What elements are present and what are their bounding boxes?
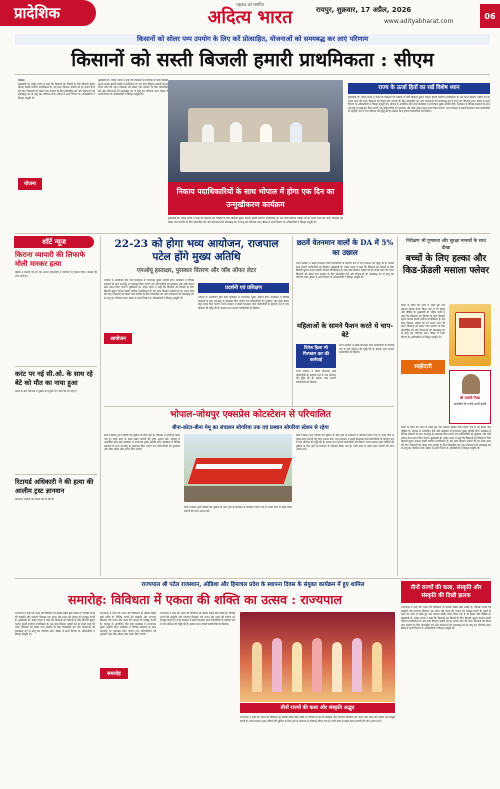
energy-box-title: राज्य के ऊर्जा हितों का रखें विशेष ध्यान	[348, 83, 490, 94]
section-title: प्रादेशिक	[14, 4, 60, 22]
bottom-photo	[240, 612, 395, 702]
story3-text-left: राज्य सरकार ने छठवें वेतनमान वाले कर्मचारियों के महंगाई भत्ते में पांच प्रतिशत की वृद्धि की है। इसका लाभ हजारों कर्मचारियों को मिलेगा।	[296, 370, 336, 384]
bottom-kicker: राज्यपाल श्री पटेल राजस्थान, ओडिशा और हिमाचल प्रदेश के स्थापना दिवस के संयुक्त कार्यक्रम में हुए शामिल	[141, 582, 365, 588]
energy-box-text: मुख्यमंत्री डॉ. मोहन यादव ने कहा कि किसानों को सिंचाई के लिए बिजली सुलभ कराना हमारी सर्वोच्च प्राथमिकता है। इस काम किसान भाइयों को हर संभव मदद की जाए। किसानों को सोलर पम्प उपयोग के लिए प्रोत्साहित करें और योजनाओं को समयबद्ध ढंग से लागू कर परिणाम लाएं। बैठक में ऊर्जा विभाग के अधिकारियों ने विस्तृत प्रस्तुति दी। भोपाल में आयोजित होने वाले कार्यक्रम में राज्यपाल मुख्य अतिथि होंगे। कार्यक्रम में विभिन्न संस्थानों के साथ एमओयू पर हस्ताक्षर किए जाएंगे तथा प्रतिभागियों को पुरस्कार और जॉब ऑफर लेटर प्रदान किए जाएंगे। राज्य सरकार ने छठवें वेतनमान वाले कर्मचारियों के महंगाई भत्ते में पांच प्रतिशत की वृद्धि की है। इसका लाभ हजारों कर्मचारियों को मिलेगा।	[348, 96, 490, 113]
label-yojana: योजना	[18, 178, 42, 190]
story3-headline: छठवें वेतनमान वालों के DA में 5% का उछाल	[296, 238, 394, 257]
bottom-col-2: राज्यपाल ने कहा कि भारत की विविधता ही उसकी सबसे बड़ी शक्ति है। विभिन्न राज्यों की संस्कृति और परंपराएं मिलकर एक भारत श्रेष्ठ भारत की भावना को मजबूत करती हैं। भोपाल में आयोजित होने वाले कार्यक्रम में राज्यपाल मुख्य अतिथि होंगे। कार्यक्रम में विभिन्न संस्थानों के साथ एमओयू पर हस्ताक्षर किए जाएंगे तथा प्रतिभागियों को पुरस्कार और जॉब ऑफर लेटर प्रदान किए जाएंगे।	[100, 612, 156, 636]
bottom-headline: समारोह: विविधता में एकता की शक्ति का उत्सव : राज्यपाल	[68, 592, 342, 607]
train-photo	[184, 434, 292, 502]
train-col-2: रेलवे प्रशासन द्वारा यात्रियों की सुविधा के लिए ट्रेनों के संचालन में परिवर्तन किया गया है। यात्री यात्रा से पहले समय सारणी की जांच अवश्य करें।	[184, 506, 292, 513]
story2-subhead: एमओयू हस्ताक्षर, पुरस्कार वितरण और जॉब ऑफर लेटर	[136, 268, 257, 274]
story4-headline: बच्चों के लिए हल्का और किड-फ्रेंडली मसाला फ्लेवर	[402, 254, 490, 276]
train-col-1: रेलवे प्रशासन द्वारा यात्रियों की सुविधा के लिए ट्रेनों के संचालन में परिवर्तन किया गया है। यात्री यात्रा से पहले समय सारणी की जांच अवश्य करें। भोपाल में आयोजित होने वाले कार्यक्रम में राज्यपाल मुख्य अतिथि होंगे। कार्यक्रम में विभिन्न संस्थानों के साथ एमओयू पर हस्ताक्षर किए जाएंगे तथा प्रतिभागियों को पुरस्कार और जॉब ऑफर लेटर प्रदान किए जाएंगे।	[104, 434, 180, 451]
ad-photo	[462, 374, 480, 394]
train-col-3: रेलवे प्रशासन द्वारा यात्रियों की सुविधा के लिए ट्रेनों के संचालन में परिवर्तन किया गया है। यात्री यात्रा से पहले समय सारणी की जांच अवश्य करें। राज्य सरकार ने छठवें वेतनमान वाले कर्मचारियों के महंगाई भत्ते में पांच प्रतिशत की वृद्धि की है। इसका लाभ हजारों कर्मचारियों को मिलेगा। रेलवे प्रशासन द्वारा यात्रियों की सुविधा के लिए ट्रेनों के संचालन में परिवर्तन किया गया है। यात्री यात्रा से पहले समय सारणी की जांच अवश्य करें।	[296, 434, 394, 451]
story3-subhead: महिलाओं के सामने फैशन करते थे चाप-बेटे	[296, 322, 393, 339]
page-number: 06	[480, 4, 500, 28]
ad-profile: श्री पार्वती मिश्रा कार्यक्षेत्र के जानी-मानी हस्ती	[449, 370, 491, 424]
label-samaroh: समारोह	[100, 668, 128, 679]
website[interactable]: www.adityabharat.com	[384, 18, 454, 25]
train-headline: भोपाल-जोधपुर एक्सप्रेस कोटस्टेशन से परिचालित	[170, 410, 331, 420]
lead-kicker: किसानों को सोलर पम्प उपयोग के लिए करें प्रोत्साहित, योजनाओं को समयबद्ध कर लाएं परिणाम	[15, 34, 490, 45]
product-ad	[449, 304, 491, 366]
city-date: रायपुर, शुक्रवार, 17 अप्रैल, 2026	[316, 6, 412, 14]
bottom-side-title: तीनों राज्यों की कला, संस्कृति और संस्कृति की दिखी झलक	[401, 581, 491, 603]
story3-text-top: राज्य सरकार ने छठवें वेतनमान वाले कर्मचारियों के महंगाई भत्ते में पांच प्रतिशत की वृद्धि की है। इसका लाभ हजारों कर्मचारियों को मिलेगा। मुख्यमंत्री डॉ. मोहन यादव ने कहा कि किसानों को सिंचाई के लिए बिजली सुलभ कराना हमारी सर्वोच्च प्राथमिकता है। इस काम किसान भाइयों को हर संभव मदद की जाए। किसानों को सोलर पम्प उपयोग के लिए प्रोत्साहित करें और योजनाओं को समयबद्ध ढंग से लागू कर परिणाम लाएं। बैठक में ऊर्जा विभाग के अधिकारियों ने विस्तृत प्रस्तुति दी।	[296, 262, 394, 279]
story4-kicker: निरीक्षण भी गुणवत्ता और सुरक्षा मानकों के साथ दीखा	[406, 239, 486, 251]
lead-column-2: मुख्यमंत्री डॉ. मोहन यादव ने कहा कि किसानों को सिंचाई के लिए बिजली सुलभ कराना हमारी सर्वोच्च प्राथमिकता है। इस काम किसान भाइयों को हर संभव मदद की जाए। किसानों को सोलर पम्प उपयोग के लिए प्रोत्साहित करें और योजनाओं को समयबद्ध ढंग से लागू कर परिणाम लाएं। बैठक में ऊर्जा विभाग के अधिकारियों ने विस्तृत प्रस्तुति दी।	[98, 79, 168, 96]
lead-column-1: भोपाल मुख्यमंत्री डॉ. मोहन यादव ने कहा कि किसानों को सिंचाई के लिए बिजली सुलभ कराना हमारी सर्वोच्च प्राथमिकता है। इस काम किसान भाइयों को हर संभव मदद की जाए। किसानों को सोलर पम्प उपयोग के लिए प्रोत्साहित करें और योजनाओं को समयबद्ध ढंग से लागू कर परिणाम लाएं। बैठक में ऊर्जा विभाग के अधिकारियों ने विस्तृत प्रस्तुति दी।	[18, 79, 95, 100]
masthead-logo	[185, 2, 315, 32]
short-news-item: किराना व्यापारी की लिफाफे मोली मारकर हत्या पुलिस ने बताया कि देर रात अज्ञात हमलावरों ने व्यापारी पर हमला किया। मामले की जांच जारी है।	[15, 251, 97, 278]
story3-label: दिनेश हिला भी गिरफ्तार कर की कार्रवाई	[296, 344, 336, 368]
train-subhead: बीना-कोटा-बीना मेमू का संचालन सोगरिया तक एवं प्रस्थान सोगरिया स्टेशन से रहेगा	[172, 425, 329, 431]
lead-photo-subtext: मुख्यमंत्री डॉ. मोहन यादव ने कहा कि किसानों को सिंचाई के लिए बिजली सुलभ कराना हमारी सर्वोच्च प्राथमिकता है। इस काम किसान भाइयों को हर संभव मदद की जाए। किसानों को सोलर पम्प उपयोग के लिए प्रोत्साहित करें और योजनाओं को समयबद्ध ढंग से लागू कर परिणाम लाएं। बैठक में ऊर्जा विभाग के अधिकारियों ने विस्तृत प्रस्तुति दी।	[168, 217, 343, 224]
label-aayojan: आयोजन	[104, 333, 132, 344]
lead-headline: किसानों को सस्ती बिजली हमारी प्राथमिकता : सीएम	[71, 49, 434, 71]
story2-col-2: भोपाल में आयोजित होने वाले कार्यक्रम में राज्यपाल मुख्य अतिथि होंगे। कार्यक्रम में विभिन्न संस्थानों के साथ एमओयू पर हस्ताक्षर किए जाएंगे तथा प्रतिभागियों को पुरस्कार और जॉब ऑफर लेटर प्रदान किए जाएंगे। राज्य सरकार ने छठवें वेतनमान वाले कर्मचारियों के महंगाई भत्ते में पांच प्रतिशत की वृद्धि की है। इसका लाभ हजारों कर्मचारियों को मिलेगा।	[198, 296, 289, 310]
section-banner	[0, 0, 96, 26]
story2-col-1: भोपाल में आयोजित होने वाले कार्यक्रम में राज्यपाल मुख्य अतिथि होंगे। कार्यक्रम में विभिन्न संस्थानों के साथ एमओयू पर हस्ताक्षर किए जाएंगे तथा प्रतिभागियों को पुरस्कार और जॉब ऑफर लेटर प्रदान किए जाएंगे। मुख्यमंत्री डॉ. मोहन यादव ने कहा कि किसानों को सिंचाई के लिए बिजली सुलभ कराना हमारी सर्वोच्च प्राथमिकता है। इस काम किसान भाइयों को हर संभव मदद की जाए। किसानों को सोलर पम्प उपयोग के लिए प्रोत्साहित करें और योजनाओं को समयबद्ध ढंग से लागू कर परिणाम लाएं। बैठक में ऊर्जा विभाग के अधिकारियों ने विस्तृत प्रस्तुति दी।	[104, 279, 194, 300]
bottom-photo-caption: तीनों राज्यों की कला और संस्कृति अद्भुत	[240, 703, 395, 713]
short-news-item: करंट पर नई सी.ओ. के साथ रहे बेटे को मौत का नाया हुआ घटना के बाद परिजनों ने पुलिस को सूचना दी। जांच की जा रही है।	[15, 370, 93, 393]
logo-text: अदित्य भारत	[207, 7, 293, 28]
tagline: राष्ट्रवाद को समर्पित	[236, 2, 264, 7]
bottom-col-4: राज्यपाल ने कहा कि भारत की विविधता ही उसकी सबसे बड़ी शक्ति है। विभिन्न राज्यों की संस्कृति और परंपराएं मिलकर एक भारत श्रेष्ठ भारत की भावना को मजबूत करती हैं। रेलवे प्रशासन द्वारा यात्रियों की सुविधा के लिए ट्रेनों के संचालन में परिवर्तन किया गया है। यात्री यात्रा से पहले समय सारणी की जांच अवश्य करें।	[240, 716, 395, 723]
photo-caption-banner: निकाय पदाधिकारियों के साथ भोपाल में होगा एक दिन का उन्मुखीकरण कार्यक्रम	[168, 182, 343, 215]
bottom-side-text: राज्यपाल ने कहा कि भारत की विविधता ही उसकी सबसे बड़ी शक्ति है। विभिन्न राज्यों की संस्कृति और परंपराएं मिलकर एक भारत श्रेष्ठ भारत की भावना को मजबूत करती हैं। बच्चों के स्वाद को ध्यान में रखते हुए नया मसाला फ्लेवर तैयार किया गया है जो हल्का और पौष्टिक है। मुख्यमंत्री डॉ. मोहन यादव ने कहा कि किसानों को सिंचाई के लिए बिजली सुलभ कराना हमारी सर्वोच्च प्राथमिकता है। इस काम किसान भाइयों को हर संभव मदद की जाए। किसानों को सोलर पम्प उपयोग के लिए प्रोत्साहित करें और योजनाओं को समयबद्ध ढंग से लागू कर परिणाम लाएं। बैठक में ऊर्जा विभाग के अधिकारियों ने विस्तृत प्रस्तुति दी।	[401, 606, 491, 630]
bottom-col-3: राज्यपाल ने कहा कि भारत की विविधता ही उसकी सबसे बड़ी शक्ति है। विभिन्न राज्यों की संस्कृति और परंपराएं मिलकर एक भारत श्रेष्ठ भारत की भावना को मजबूत करती हैं। राज्य सरकार ने छठवें वेतनमान वाले कर्मचारियों के महंगाई भत्ते में पांच प्रतिशत की वृद्धि की है। इसका लाभ हजारों कर्मचारियों को मिलेगा।	[160, 612, 235, 626]
bottom-col-1: राज्यपाल ने कहा कि भारत की विविधता ही उसकी सबसे बड़ी शक्ति है। विभिन्न राज्यों की संस्कृति और परंपराएं मिलकर एक भारत श्रेष्ठ भारत की भावना को मजबूत करती हैं। मुख्यमंत्री डॉ. मोहन यादव ने कहा कि किसानों को सिंचाई के लिए बिजली सुलभ कराना हमारी सर्वोच्च प्राथमिकता है। इस काम किसान भाइयों को हर संभव मदद की जाए। किसानों को सोलर पम्प उपयोग के लिए प्रोत्साहित करें और योजनाओं को समयबद्ध ढंग से लागू कर परिणाम लाएं। बैठक में ऊर्जा विभाग के अधिकारियों ने विस्तृत प्रस्तुति दी।	[15, 612, 95, 636]
short-news-item: रिटायर्ड अधिकारी ने की हत्या की आलीम ट्रस्ट ज्ञानवान मामले में आरोपी की तलाश की जा रही है।	[15, 478, 94, 501]
lead-photo	[168, 80, 343, 183]
story2-headline: 22-23 को होगा भव्य आयोजन, राजपाल पटेल होंगे मुख्य अतिथि	[114, 238, 279, 263]
label-saajhedari: साझेदारी	[401, 360, 445, 374]
short-news-header: शॉर्ट न्यूज	[14, 236, 94, 248]
story2-box-title: प्रदर्शनी एवं प्रशिक्षण	[198, 283, 289, 293]
story4-text: बच्चों के स्वाद को ध्यान में रखते हुए नया मसाला फ्लेवर तैयार किया गया है जो हल्का और पौष्टिक है। मुख्यमंत्री डॉ. मोहन यादव ने कहा कि किसानों को सिंचाई के लिए बिजली सुलभ कराना हमारी सर्वोच्च प्राथमिकता है। इस काम किसान भाइयों को हर संभव मदद की जाए। किसानों को सोलर पम्प उपयोग के लिए प्रोत्साहित करें और योजनाओं को समयबद्ध ढंग से लागू कर परिणाम लाएं। बैठक में ऊर्जा विभाग के अधिकारियों ने विस्तृत प्रस्तुति दी।	[401, 304, 445, 339]
story4-text-2: बच्चों के स्वाद को ध्यान में रखते हुए नया मसाला फ्लेवर तैयार किया गया है जो हल्का और पौष्टिक है। भोपाल में आयोजित होने वाले कार्यक्रम में राज्यपाल मुख्य अतिथि होंगे। कार्यक्रम में विभिन्न संस्थानों के साथ एमओयू पर हस्ताक्षर किए जाएंगे तथा प्रतिभागियों को पुरस्कार और जॉब ऑफर लेटर प्रदान किए जाएंगे। मुख्यमंत्री डॉ. मोहन यादव ने कहा कि किसानों को सिंचाई के लिए बिजली सुलभ कराना हमारी सर्वोच्च प्राथमिकता है। इस काम किसान भाइयों को हर संभव मदद की जाए। किसानों को सोलर पम्प उपयोग के लिए प्रोत्साहित करें और योजनाओं को समयबद्ध ढंग से लागू कर परिणाम लाएं। बैठक में ऊर्जा विभाग के अधिकारियों ने विस्तृत प्रस्तुति दी।	[401, 426, 491, 450]
story3-text-bottom: राज्य सरकार ने छठवें वेतनमान वाले कर्मचारियों के महंगाई भत्ते में पांच प्रतिशत की वृद्धि की है। इसका लाभ हजारों कर्मचारियों को मिलेगा।	[339, 344, 394, 354]
